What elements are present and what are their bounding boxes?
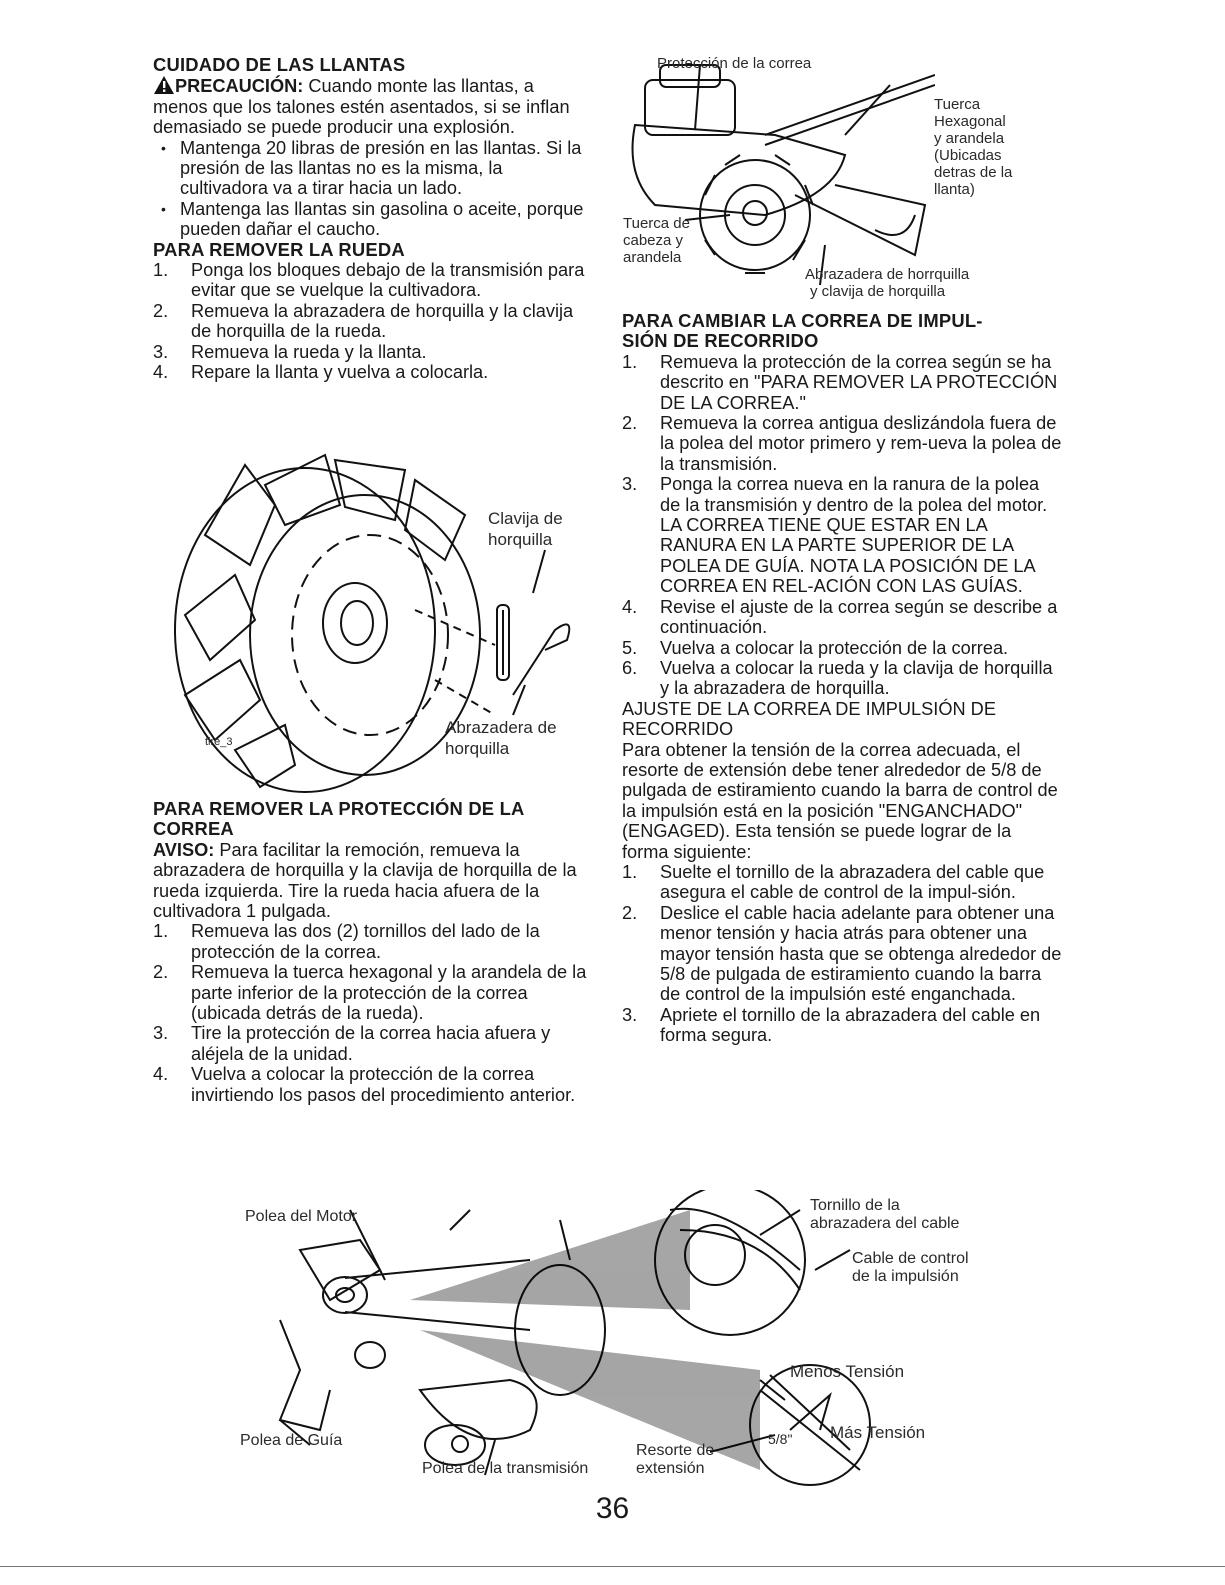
adjust-belt-intro: Para obtener la tensión de la correa adecuada, el resorte de extensión debe tener alrededor de 5/8 de pulgada de estiramiento cuando la barra de control de la impulsión está en la posición "ENGANCHADO" (ENGAGED). Esta tensión se puede lograr de la forma siguiente: [622,739,1058,862]
list-item: • Mantenga 20 libras de presión en las llantas. Si la presión de las llantas no es la misma, la cultivadora va a tirar hacia un lado. [153,138,593,199]
step-number: 2. [153,962,169,983]
clevis-pin-label: Clavija de horquilla [488,509,563,549]
less-tension-label: Menos Tensión [790,1362,905,1381]
step-number: 5. [622,637,638,658]
control-cable-label [852,1250,969,1286]
hex-nut-line: y arandela [934,130,1005,147]
step-number: 1. [622,861,638,882]
step-text: Revise el ajuste de la correa según se describe a continuación. [660,596,1058,638]
transmission-pulley-label: Polea de la transmisión [422,1460,589,1477]
step-text: Remueva la rueda y la llanta. [191,341,427,362]
caution-label: PRECAUCIÓN: [175,76,304,97]
step-number: 2. [622,902,638,923]
spring-line: extensión [636,1460,705,1477]
list-item [153,260,593,301]
remove-guard-steps [153,921,593,1105]
list-item [622,474,1062,596]
step-number: 1. [153,260,169,281]
caution-paragraph [153,75,593,137]
list-item [153,342,593,362]
step-number: 1. [153,921,169,942]
list-item [622,903,1062,1005]
notice-paragraph [153,840,593,922]
change-belt-steps [622,352,1062,699]
engine-pulley-label: Polea del Motor [245,1208,358,1225]
step-text: Remueva la abrazadera de horquilla y la clavija de horquilla de la rueda. [191,300,574,342]
list-item [622,352,1062,413]
list-item [622,862,1062,903]
hairpin-clip-label: Abrazadera de horquilla [445,718,557,758]
step-text: Vuelva a colocar la protección de la correa. [660,637,1009,658]
list-item [153,962,593,1023]
spring-line: Resorte de [636,1442,715,1459]
left-column [153,55,593,383]
step-number: 4. [153,362,169,383]
hex-head-bolt-label [623,215,690,266]
remove-guard-heading: PARA REMOVER LA PROTECCIÓN DE LA CORREA [153,798,524,840]
list-item [153,362,593,382]
step-number: 2. [153,300,169,321]
screw-line: Tornillo de la [810,1197,900,1214]
step-text: Repare la llanta y vuelva a colocarla. [191,362,489,383]
clip-pin-label [805,266,969,300]
list-item [153,301,593,342]
list-item [622,638,1062,658]
step-text: Remueva la correa antigua deslizándola fuera de la polea del motor primero y rem-ueva la polea de la transmisión. [660,413,1062,474]
list-item [622,597,1062,638]
clip-line: Abrazadera de horrquilla [805,266,970,283]
page-number: 36 [595,1492,630,1525]
adjust-belt-steps [622,862,1062,1046]
step-number: 3. [622,474,638,495]
change-belt-heading-line: PARA CAMBIAR LA CORREA DE IMPUL- [622,310,983,331]
step-text: Vuelva a colocar la rueda y la clavija de horquilla y la abrazadera de horquilla. [660,657,1053,699]
hex-head-line: Tuerca de [623,215,690,232]
hex-head-line: cabeza y [623,232,684,249]
step-text: Remueva la tuerca hexagonal y la arandela de la parte inferior de la protección de la correa (ubicada detrás de la rueda). [191,962,587,1024]
adjust-belt-heading-line: RECORRIDO [622,719,734,740]
list-item: • Mantenga las llantas sin gasolina o aceite, porque pueden dañar el caucho. [153,199,593,240]
remove-wheel-heading: PARA REMOVER LA RUEDA [153,238,405,260]
list-item [622,413,1062,474]
tire-care-heading: CUIDADO DE LAS LLANTAS [153,54,406,75]
five-eighths-label: 5/8" [768,1431,793,1447]
step-number: 1. [622,351,638,372]
notice-label: AVISO: [153,839,215,860]
step-text: Suelte el tornillo de la abrazadera del cable que asegura el cable de control de la impul-sión. [660,861,1045,903]
list-item [153,921,593,962]
hex-nut-label [934,96,1012,198]
step-text: Remueva la protección de la correa según se ha descrito en "PARA REMOVER LA PROTECCIÓN DE LA CORREA." [660,351,1058,413]
right-column [622,311,1062,1046]
page-bottom-rule [0,1566,1225,1567]
belt-tension-figure [240,1190,1000,1490]
screw-line: abrazadera del cable [810,1215,960,1232]
guide-pulley-label: Polea de Guía [240,1432,343,1449]
remove-wheel-steps [153,260,593,382]
step-text: Ponga la correa nueva en la ranura de la polea de la transmisión y dentro de la polea del motor. LA CORREA TIENE QUE ESTAR EN LA RANURA EN LA PARTE SUPERIOR DE LA POLEA DE GUÍA. NOTA LA POSICIÓN DE LA CORREA EN REL-ACIÓN CON LAS GUÍAS. [660,474,1048,597]
figure-code: tire_3 [205,736,233,748]
belt-tension-illustration [240,1190,1000,1490]
step-text: Deslice el cable hacia adelante para obtener una menor tensión y hacia atrás para obtener una mayor tensión hasta que se obtenga alrededor de 5/8 de pulgada de estiramiento cuando la barra de control de la impulsión esté enganchada. [660,902,1062,1005]
change-belt-heading-line: SIÓN DE RECORRIDO [622,330,819,352]
hex-nut-line: llanta) [934,181,975,198]
step-number: 2. [622,413,638,434]
cable-clamp-screw-label [810,1197,959,1233]
step-text: Apriete el tornillo de la abrazadera del cable en forma segura. [660,1004,1041,1046]
step-number: 3. [622,1004,638,1025]
change-belt-heading [622,311,1062,352]
more-tension-label: Más Tensión [830,1423,926,1442]
step-text: Tire la protección de la correa hacia afuera y aléjela de la unidad. [191,1023,551,1064]
step-text: Vuelva a colocar la protección de la correa invirtiendo los pasos del procedimiento anterior. [191,1064,576,1105]
belt-guard-label: Protección de la correa [657,55,812,72]
notice-text: Para facilitar la remoción, remueva la abrazadera de horquilla y la clavija de horquilla de la rueda izquierda. Tire la rueda hacia afuera de la cultivadora 1 pulgada. [153,839,577,922]
hex-nut-line: Tuerca [934,96,981,113]
caution-text: Cuando monte las llantas, a menos que los talones estén asentados, si se inflan demasiado se puede producir una explosión. [153,76,570,138]
step-number: 4. [153,1064,169,1085]
step-number: 3. [153,1023,169,1044]
clip-line: y clavija de horquilla [810,283,946,300]
adjust-belt-heading [622,699,1062,740]
list-item [622,1005,1062,1046]
list-item [622,658,1062,699]
extension-spring-label [636,1442,714,1478]
left-column-lower [153,799,593,1105]
hex-nut-line: detras de la [934,164,1013,181]
hex-nut-line: (Ubicadas [934,147,1002,164]
step-text: Ponga los bloques debajo de la transmisión para evitar que se vuelque la cultivadora. [191,260,585,301]
warning-triangle-icon [153,75,175,95]
step-number: 6. [622,657,638,678]
hex-head-line: arandela [623,249,682,266]
list-item [153,1023,593,1064]
step-text: Remueva las dos (2) tornillos del lado de la protección de la correa. [191,921,540,962]
cable-line: de la impulsión [852,1268,959,1285]
step-number: 3. [153,341,169,362]
adjust-belt-heading-line: AJUSTE DE LA CORREA DE IMPULSIÓN DE [622,698,996,719]
list-item [153,1064,593,1105]
tire-care-list [153,138,593,240]
step-number: 4. [622,596,638,617]
cable-line: Cable de control [852,1250,969,1267]
hex-nut-line: Hexagonal [934,113,1006,130]
